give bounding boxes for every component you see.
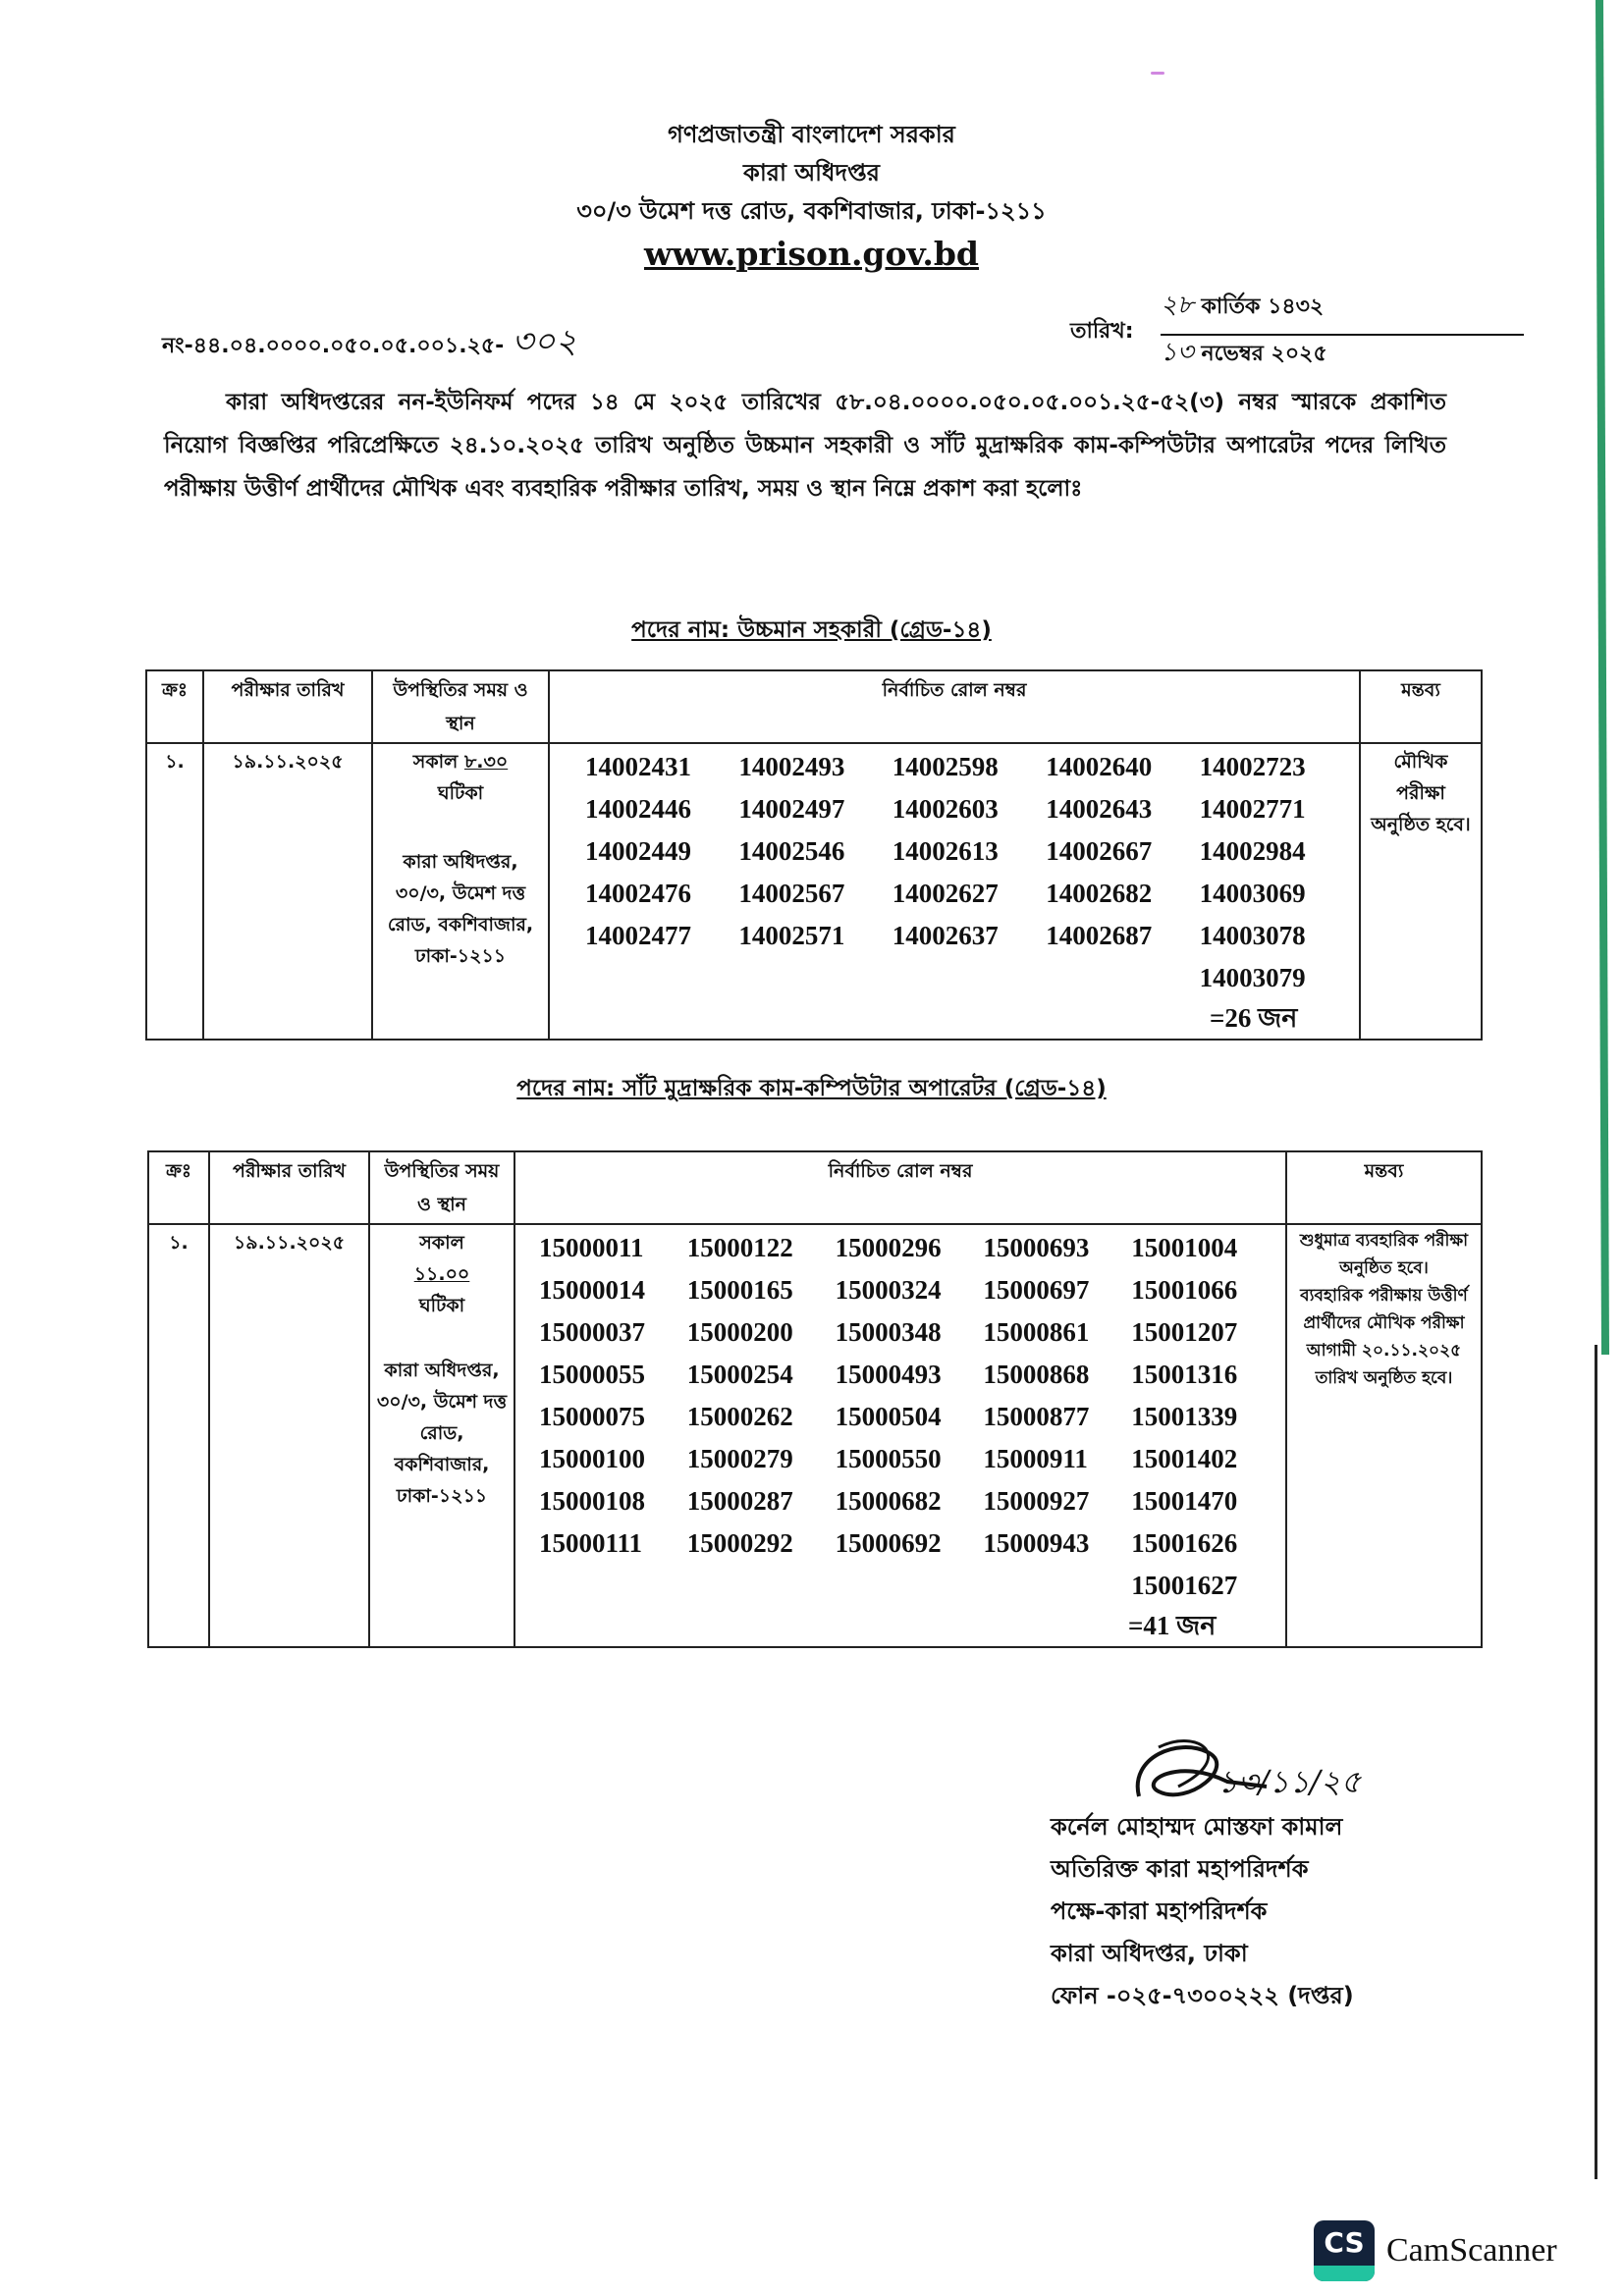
roll-number: 15000100 — [539, 1444, 645, 1473]
section1-table — [145, 669, 1483, 1041]
notice-paragraph: কারা অধিদপ্তরের নন-ইউনিফর্ম পদের ১৪ মে ২০২৫ তারিখের ৫৮.০৪.০০০০.০৫০.০৫.০০১.২৫-৫২(৩) নম্বর স্মারকে প্রকাশিত নিয়োগ বিজ্ঞপ্তির পরিপ্রেক্ষিতে ২৪.১০.২০২৫ তারিখ অনুষ্ঠিত উচ্চমান সহকারী ও সাঁট মুদ্রাক্ষরিক কাম-কম্পিউটার অপারেটর পদের লিখিত পরীক্ষায় উত্তীর্ণ প্রার্থীদের মৌখিক এবং ব্যবহারিক পরীক্ষার তারিখ, সময় ও স্থান নিম্নে প্রকাশ করা হলোঃ — [164, 390, 1446, 502]
signatory-designation: অতিরিক্ত কারা মহাপরিদর্শক — [1051, 1855, 1309, 1883]
time-place-cell — [372, 743, 549, 1040]
remarks-cell — [1286, 1224, 1482, 1647]
signature-block — [1051, 1806, 1354, 2017]
camscanner-name: CamScanner — [1386, 2232, 1557, 2269]
roll-number: 15001339 — [1131, 1402, 1238, 1431]
website-link[interactable]: www.prison.gov.bd — [643, 235, 980, 273]
signature-date: ১৩/১১/২৫ — [1217, 1763, 1362, 1800]
roll-number: 15000108 — [539, 1486, 645, 1516]
roll-number: 14002477 — [585, 921, 691, 950]
date-english — [1161, 332, 1327, 375]
roll-number: 15000055 — [539, 1360, 645, 1389]
roll-number: 15000075 — [539, 1402, 645, 1431]
table-header-row — [146, 670, 1482, 743]
roll-number: 15000011 — [539, 1233, 644, 1262]
section1-title: পদের নাম: উচ্চমান সহকারী (গ্রেড-১৪) — [631, 617, 992, 643]
time-suffix: ঘটিকা — [418, 1295, 465, 1316]
roll-number: 14002497 — [738, 794, 845, 824]
roll-number: 14002449 — [585, 836, 691, 866]
roll-number: 14002682 — [1046, 879, 1153, 908]
roll-number: 15000868 — [983, 1360, 1090, 1389]
header-remarks: মন্তব্য — [1360, 670, 1482, 743]
time-line: সকাল ৮.৩০ — [412, 751, 509, 773]
roll-number: 14002546 — [738, 836, 845, 866]
roll-number: 15000324 — [835, 1275, 942, 1305]
header-remarks: মন্তব্য — [1286, 1151, 1482, 1224]
roll-number: 15000550 — [835, 1444, 942, 1473]
header-exam-date: পরীক্ষার তারিখ — [203, 670, 372, 743]
roll-number — [893, 957, 1046, 999]
roll-number: 15000296 — [835, 1233, 942, 1262]
roll-number: 15001627 — [1131, 1571, 1238, 1600]
roll-number: 15000165 — [686, 1275, 793, 1305]
roll-number: 15000877 — [983, 1402, 1090, 1431]
roll-number: 14002567 — [738, 879, 845, 908]
remarks-cell: মৌখিক পরীক্ষা অনুষ্ঠিত হবে। — [1360, 743, 1482, 1040]
table-row — [148, 1224, 1482, 1647]
table-header-row — [148, 1151, 1482, 1224]
roll-number: 14002493 — [738, 752, 845, 781]
serial-cell: ১. — [146, 743, 203, 1040]
govt-name: গণপ্রজাতন্ত্রী বাংলাদেশ সরকার — [668, 121, 955, 148]
roll-number: 15000504 — [835, 1402, 942, 1431]
roll-grid — [521, 1227, 1279, 1607]
roll-number: 15000692 — [835, 1528, 942, 1558]
roll-number: 15000697 — [983, 1275, 1090, 1305]
memo-number-handwritten: ৩০২ — [512, 322, 577, 361]
table-row — [146, 743, 1482, 1040]
roll-number: 15000254 — [686, 1360, 793, 1389]
roll-number: 15001316 — [1131, 1360, 1238, 1389]
header-roll-numbers: নির্বাচিত রোল নম্বর — [549, 670, 1360, 743]
roll-number — [983, 1565, 1131, 1607]
roll-number: 14003078 — [1199, 921, 1306, 950]
roll-number: 15000493 — [835, 1360, 942, 1389]
roll-number: 14002603 — [892, 794, 999, 824]
roll-number: 15000861 — [983, 1317, 1090, 1347]
roll-number: 14002643 — [1046, 794, 1153, 824]
roll-number: 15000014 — [539, 1275, 645, 1305]
roll-number — [585, 957, 738, 999]
roll-number: 14002637 — [892, 921, 999, 950]
roll-number: 15000693 — [983, 1233, 1090, 1262]
section2-title: পদের নাম: সাঁট মুদ্রাক্ষরিক কাম-কম্পিউটার অপারেটর (গ্রেড-১৪) — [516, 1076, 1107, 1101]
roll-number: 14002446 — [585, 794, 691, 824]
ink-mark — [1151, 72, 1164, 75]
remarks-line1: শুধুমাত্র ব্যবহারিক পরীক্ষা অনুষ্ঠিত হবে। — [1299, 1231, 1469, 1278]
time-place-cell — [369, 1224, 514, 1647]
exam-date-cell: ১৯.১১.২০২৫ — [203, 743, 372, 1040]
roll-number — [836, 1565, 984, 1607]
roll-number — [539, 1565, 687, 1607]
date-label: তারিখ: — [1070, 319, 1134, 344]
place-text: কারা অধিদপ্তর, ৩০/৩, উমেশ দত্ত রোড, বকশিবাজার, ঢাকা-১২১১ — [387, 851, 534, 967]
roll-number: 14002771 — [1199, 794, 1306, 824]
roll-number: 14002723 — [1199, 752, 1306, 781]
roll-number: 15000287 — [686, 1486, 793, 1516]
date-english-month-year: নভেম্বর ২০২৫ — [1201, 342, 1327, 366]
roll-number: 15001066 — [1131, 1275, 1238, 1305]
roll-number: 14002667 — [1046, 836, 1153, 866]
roll-number: 15001626 — [1131, 1528, 1238, 1558]
roll-number: 14002476 — [585, 879, 691, 908]
department-address: ৩০/৩ উমেশ দত্ত রোড, বকশিবাজার, ঢাকা-১২১১ — [576, 197, 1047, 225]
date-english-day: ১৩ — [1161, 338, 1194, 367]
roll-number: 14002571 — [738, 921, 845, 950]
header-roll-numbers: নির্বাচিত রোল নম্বর — [514, 1151, 1286, 1224]
serial-cell: ১. — [148, 1224, 209, 1647]
roll-number: 15000911 — [983, 1444, 1088, 1473]
roll-number: 15001402 — [1131, 1444, 1238, 1473]
roll-number: 14003079 — [1199, 963, 1306, 992]
roll-total: =26 জন — [1210, 1003, 1298, 1033]
roll-number: 14002431 — [585, 752, 691, 781]
signatory-on-behalf: পক্ষে-কারা মহাপরিদর্শক — [1051, 1897, 1268, 1925]
time-prefix: সকাল — [419, 1232, 464, 1254]
roll-number: 15000037 — [539, 1317, 645, 1347]
roll-number: 14002598 — [892, 752, 999, 781]
roll-number: 15000292 — [686, 1528, 793, 1558]
roll-number: 14002627 — [892, 879, 999, 908]
place-text: কারা অধিদপ্তর, ৩০/৩, উমেশ দত্ত রোড, বকশিবাজার, ঢাকা-১২১১ — [376, 1360, 508, 1507]
date-bangla — [1161, 285, 1524, 336]
memo-number — [162, 316, 577, 372]
date-bangla-month-year: কার্তিক ১৪৩২ — [1201, 294, 1325, 319]
time-value: ১১.০০ — [413, 1263, 470, 1285]
camscanner-logo-icon: CS — [1314, 2220, 1375, 2281]
roll-number: 15001207 — [1131, 1317, 1238, 1347]
department-name: কারা অধিদপ্তর — [743, 159, 880, 187]
roll-number: 14002613 — [892, 836, 999, 866]
time-suffix: ঘটিকা — [437, 782, 484, 804]
roll-number: 15000122 — [686, 1233, 793, 1262]
roll-number: 14003069 — [1199, 879, 1306, 908]
roll-number: 15000348 — [835, 1317, 942, 1347]
roll-number: 15000682 — [835, 1486, 942, 1516]
roll-number: 14002984 — [1199, 836, 1306, 866]
roll-number — [1046, 957, 1199, 999]
section2-table — [147, 1150, 1483, 1648]
roll-total: =41 জন — [1128, 1611, 1217, 1640]
date-bangla-day: ২৮ — [1161, 291, 1194, 320]
camscanner-watermark — [1314, 2220, 1557, 2281]
header-serial: ক্রঃ — [148, 1151, 209, 1224]
roll-number: 15000111 — [539, 1528, 643, 1558]
roll-number: 15000200 — [686, 1317, 793, 1347]
signatory-name: কর্নেল মোহাম্মদ মোস্তফা কামাল — [1051, 1813, 1343, 1841]
header-time-place: উপস্থিতির সময় ও স্থান — [372, 670, 549, 743]
signatory-office: কারা অধিদপ্তর, ঢাকা — [1051, 1940, 1248, 1967]
letterhead — [0, 116, 1623, 278]
roll-number — [687, 1565, 836, 1607]
roll-number: 15000279 — [686, 1444, 793, 1473]
remarks-line2: ব্যবহারিক পরীক্ষায় উত্তীর্ণ প্রার্থীদের মৌখিক পরীক্ষা আগামী ২০.১১.২০২৫ তারিখ অনুষ্ঠিত হবে। — [1300, 1286, 1468, 1388]
roll-number: 15000262 — [686, 1402, 793, 1431]
header-serial: ক্রঃ — [146, 670, 203, 743]
header-time-place: উপস্থিতির সময় ও স্থান — [369, 1151, 514, 1224]
roll-number — [738, 957, 892, 999]
roll-number: 14002687 — [1046, 921, 1153, 950]
roll-number: 15001004 — [1131, 1233, 1238, 1262]
exam-date-cell: ১৯.১১.২০২৫ — [209, 1224, 369, 1647]
time-value: ৮.৩০ — [463, 751, 509, 773]
roll-grid — [556, 746, 1353, 999]
scan-edge-dark — [1595, 1345, 1597, 2179]
roll-number: 15001470 — [1131, 1486, 1238, 1516]
signatory-phone: ফোন -০২৫-৭৩০০২২২ (দপ্তর) — [1051, 1982, 1354, 2009]
roll-number: 14002640 — [1046, 752, 1153, 781]
roll-number: 15000943 — [983, 1528, 1090, 1558]
memo-number-prefix: নং-৪৪.০৪.০০০০.০৫০.০৫.০০১.২৫- — [162, 334, 505, 358]
header-exam-date: পরীক্ষার তারিখ — [209, 1151, 369, 1224]
roll-numbers-cell — [514, 1224, 1286, 1647]
roll-numbers-cell — [549, 743, 1360, 1040]
roll-number: 15000927 — [983, 1486, 1090, 1516]
